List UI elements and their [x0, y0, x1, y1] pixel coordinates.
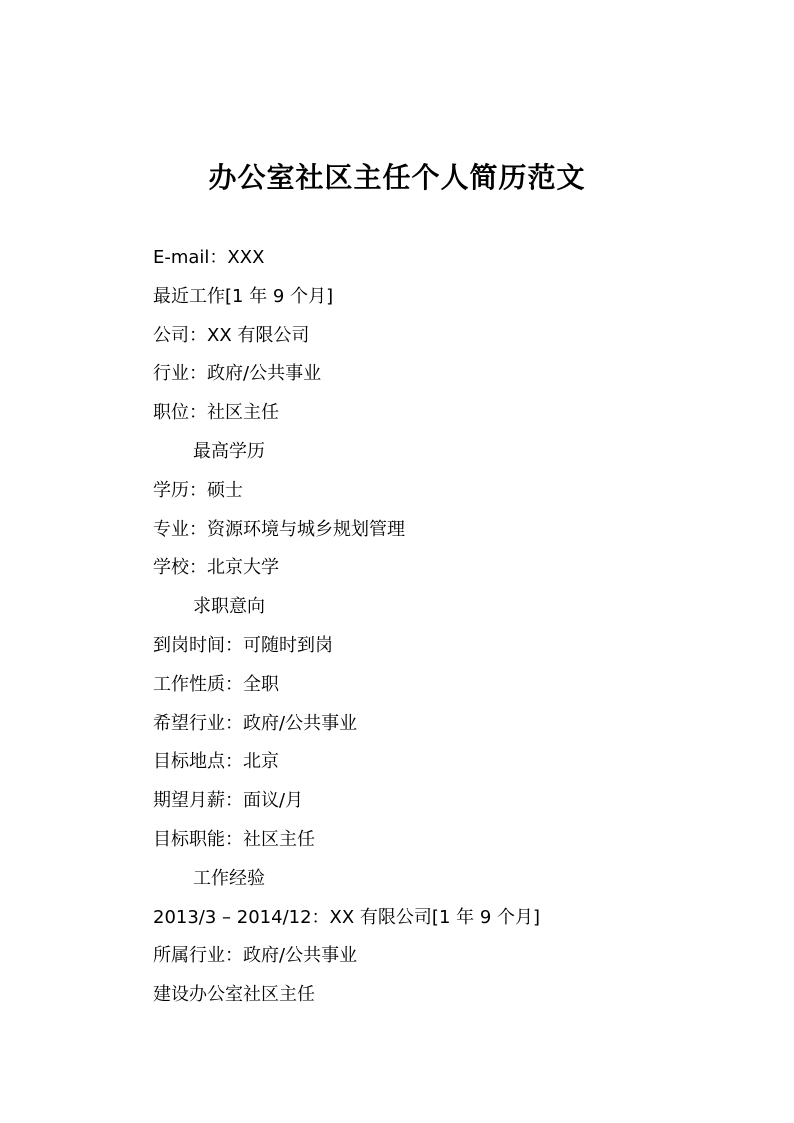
recent-work-line: 最近工作[1 年 9 个月]	[153, 285, 334, 307]
company-line: 公司：XX 有限公司	[153, 324, 310, 346]
target-location-line: 目标地点：北京	[153, 751, 279, 773]
expected-salary-line: 期望月薪：面议/月	[153, 790, 304, 812]
school-line: 学校：北京大学	[153, 557, 279, 579]
section-heading-job-intention: 求职意向	[193, 596, 265, 618]
document-title: 办公室社区主任个人简历范文	[208, 161, 586, 194]
work-role-line: 建设办公室社区主任	[153, 984, 315, 1006]
target-function-line: 目标职能：社区主任	[153, 828, 315, 850]
desired-industry-line: 希望行业：政府/公共事业	[153, 712, 358, 734]
degree-line: 学历：硕士	[153, 479, 243, 501]
availability-line: 到岗时间：可随时到岗	[153, 634, 333, 656]
work-period-line: 2013/3 – 2014/12：XX 有限公司[1 年 9 个月]	[153, 906, 541, 928]
position-line: 职位：社区主任	[153, 402, 279, 424]
email-line: E-mail：XXX	[153, 247, 265, 268]
section-heading-work-experience: 工作经验	[193, 867, 265, 889]
section-heading-education: 最高学历	[193, 440, 265, 462]
work-industry-line: 所属行业：政府/公共事业	[153, 945, 358, 967]
industry-line: 行业：政府/公共事业	[153, 363, 322, 385]
resume-body	[153, 239, 753, 1015]
major-line: 专业：资源环境与城乡规划管理	[153, 518, 405, 540]
job-type-line: 工作性质：全职	[153, 673, 279, 695]
